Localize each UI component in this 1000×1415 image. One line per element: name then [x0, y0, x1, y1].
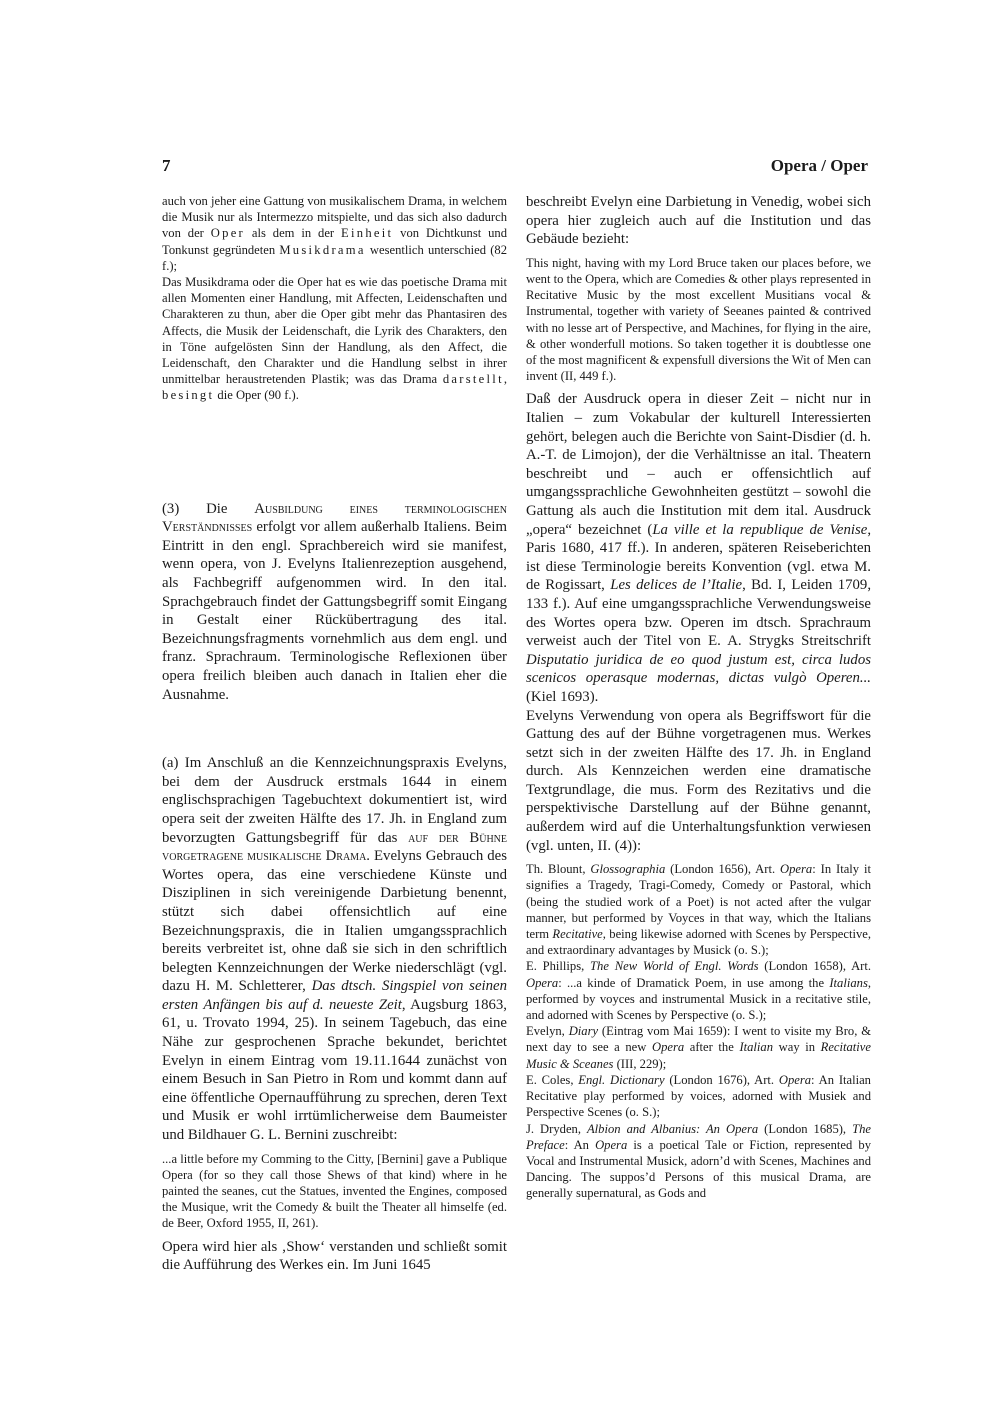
- body-paragraph: Daß der Ausdruck opera in dieser Zeit – nicht nur in Italien – zum Vokabular der kulturell Interessierten gehört, belegen auch die Berichte von Saint-Disdier (d. h. A.-T. de Limojon), der die Verhältnisse an ital. Theatern beschreibt und – auch er offensichtlich auf umgangssprachliche Gewohnheiten gestützt – sowohl die Gattung als auch die Institution mit dem ital. Ausdruck „opera“ bezeichnet (La ville et la republique de Venise, Paris 1680, 417 ff.). In anderen, späteren Reiseberichten ist diese Terminologie bereits Konvention (vgl. etwa M. de Rogissart, Les delices de l’Italie, Bd. I, Leiden 1709, 133 f.). Auf eine umgangssprachliche Verwendungsweise des Wortes opera bzw. Operen im dtsch. Sprachraum verweist auch der Titel von E. A. Strygks Streitschrift Disputatio juridica de eo quod justum est, circa ludos scenicos operasque modernas, dictas vulgò Operen... (Kiel 1693).: [526, 391, 872, 705]
- right-column: [526, 193, 871, 1202]
- citation: Evelyn, Diary (Eintrag vom Mai 1659): I went to visite my Bro, & next day to see a new Opera after the Italian way in Recitative Music & Sceanes (III, 229);: [526, 1024, 871, 1071]
- citation: E. Phillips, The New World of Engl. Words (London 1658), Art. Opera: ...a kinde of Dramatick Poem, in use among the Italians, performed by voyces and instrumental Musick in a recitative stile, and adorned with Scenes by Perspective (o. S.);: [526, 959, 872, 1023]
- citation: E. Coles, Engl. Dictionary (London 1676), Art. Opera: An Italian Recitative play performed by voices, adorned with Musiek and Perspective Scenes (o. S.);: [526, 1072, 871, 1120]
- citation: J. Dryden, Albion and Albanius: An Opera (London 1685), The Preface: An Opera is a poetical Tale or Fiction, represented by Vocal and Instrumental Musick, adorn’d with Scenes, Machines and Dancing. The suppos’d Persons of this musical Drama, are generally supernatural, as Gods and: [526, 1121, 871, 1201]
- body-paragraph: Opera wird hier als ‚Show‘ verstanden und schließt somit die Aufführung des Werkes ein. Im Juni 1645: [162, 1238, 507, 1274]
- page-number: 7: [162, 156, 171, 175]
- running-head: Opera / Oper: [770, 156, 868, 175]
- quote-paragraph: Das Musikdrama oder die Oper hat es wie das poetische Drama mit allen Momenten einer Handlung, mit Affecten, Leidenschaften und Charakteren zu thun, aber die Oper gibt mehr das Phantasiren des Affects, die Musik der Leidenschaft, die Lyrik des Charakters, den in Töne aufgelösten Sinn der Handlung, als den Affect, die Leidenschaft, den Charakter und die Handlung selbst in ihrer unmittelbar heraustretenden Plastik; was das Drama darstellt, besingt die Oper (90 f.).: [162, 275, 507, 403]
- block-quote: ...a little before my Comming to the Citty, [Bernini] gave a Publique Opera (for so they call those Shews of that kind) where in he painted the seanes, cut the Statues, invented the Engines, composed the Musique, writ the Comedy & built the Theater all himselfe (ed. de Beer, Oxford 1955, II, 261).: [162, 1151, 507, 1231]
- block-quote: This night, having with my Lord Bruce taken our places before, we went to the Opera, which are Comedies & other plays represented in Recitative Music by the most excellent Musitians vocal & Instrumental, together with variety of Seeanes painted & contrived with no lesse art of Perspective, and Machines, for flying in the aire, & other wonderfull motions. So taken together it is doubtlesse one of the most magnificent & expensfull diversions the Wit of Men can invent (II, 449 f.).: [526, 255, 871, 384]
- body-paragraph: Evelyns Verwendung von opera als Begriffswort für die Gattung des auf der Bühne vorgetragenen mus. Werkes setzt sich in der zweiten Hälfte des 17. Jh. in England durch. Als Kennzeichen werden eine dramatische Textgrundlage, die mus. Form des Rezitativs und die perspektivische Darstellung auf der Bühne genannt, außerdem wird auf die Unterhaltungsfunktion verwiesen (vgl. unten, II. (4)):: [526, 707, 871, 854]
- page-header: [162, 156, 868, 178]
- section-paragraph: (3) Die Ausbildung eines terminologischen Verständnisses erfolgt vor allem außerhalb Italiens. Beim Eintritt in den engl. Sprachbereich wird sie manifest, wenn opera, von J. Evelyns Italienrezeption ausgehend, als Fachbegriff aufgenommen wird. In den ital. Sprachgebrauch findet der Gattungsbegriff somit Eingang in Gestalt einer Rückübertragung des ital. Bezeichnungsfragments vornehmlich aus dem engl. und franz. Sprachraum. Terminologische Reflexionen über opera freilich bleiben auch danach in Italien eher die Ausnahme.: [162, 500, 507, 703]
- body-paragraph: beschreibt Evelyn eine Darbietung in Venedig, wobei sich opera hier zugleich auch auf die Institution und das Gebäude bezieht:: [526, 194, 871, 248]
- body-paragraph: (a) Im Anschluß an die Kennzeichnungspraxis Evelyns, bei dem der Ausdruck erstmals 1644 in einem englischsprachigen Tagebuchtext dokumentiert ist, wird opera seit der zweiten Hälfte des 17. Jh. in England zum bevorzugten Gattungsbegriff für das auf der Bühne vorgetragene musikalische Drama. Evelyns Gebrauch des Wortes opera, das eine verschiedene Künste und Disziplinen in sich vereinigende Darbietung benennt, stützt sich dabei offensichtlich auf eine Bezeichnungspraxis, die in Italien umgangssprachlich bereits verbreitet ist, ohne daß sie sich in den schriftlich belegten Kennzeichnungen der Werke niederschlägt (vgl. dazu H. M. Schletterer, Das dtsch. Singspiel von seinen ersten Anfängen bis auf d. neueste Zeit, Augsburg 1863, 61, u. Trovato 1994, 25). In seinem Tagebuch, das eine Nähe zur gesprochenen Sprache bekundet, berichtet Evelyn in einem Eintrag vom 19.11.1644 zunächst von einem Besuch in San Pietro in Rom und kommt dann auf eine öffentliche Opernaufführung zu sprechen, deren Text und Musik er wohl irrtümlicherweise dem Baumeister und Bildhauer G. L. Bernini zuschreibt:: [162, 755, 507, 1144]
- left-column: [162, 193, 507, 1275]
- quote-paragraph: auch von jeher eine Gattung von musikalischem Drama, in welchem die Musik nur als Intermezzo mitspielte, und das sich also dadurch von der Oper als dem in der Einheit von Dichtkunst und Tonkunst gegründeten Musikdrama wesentlich unterschied (82 f.);: [162, 194, 508, 273]
- citation: Th. Blount, Glossographia (London 1656), Art. Opera: In Italy it signifies a Tragedy, Tragi-Comedy, Comedy or Pastoral, which (being the studied work of a Poet) is not acted after the vulgar manner, but performed by Voyces in that way, which the Italians term Recitative, being likewise adorned with Scenes by Perspective, and extraordinary advantages by Musick (o. S.);: [526, 862, 871, 958]
